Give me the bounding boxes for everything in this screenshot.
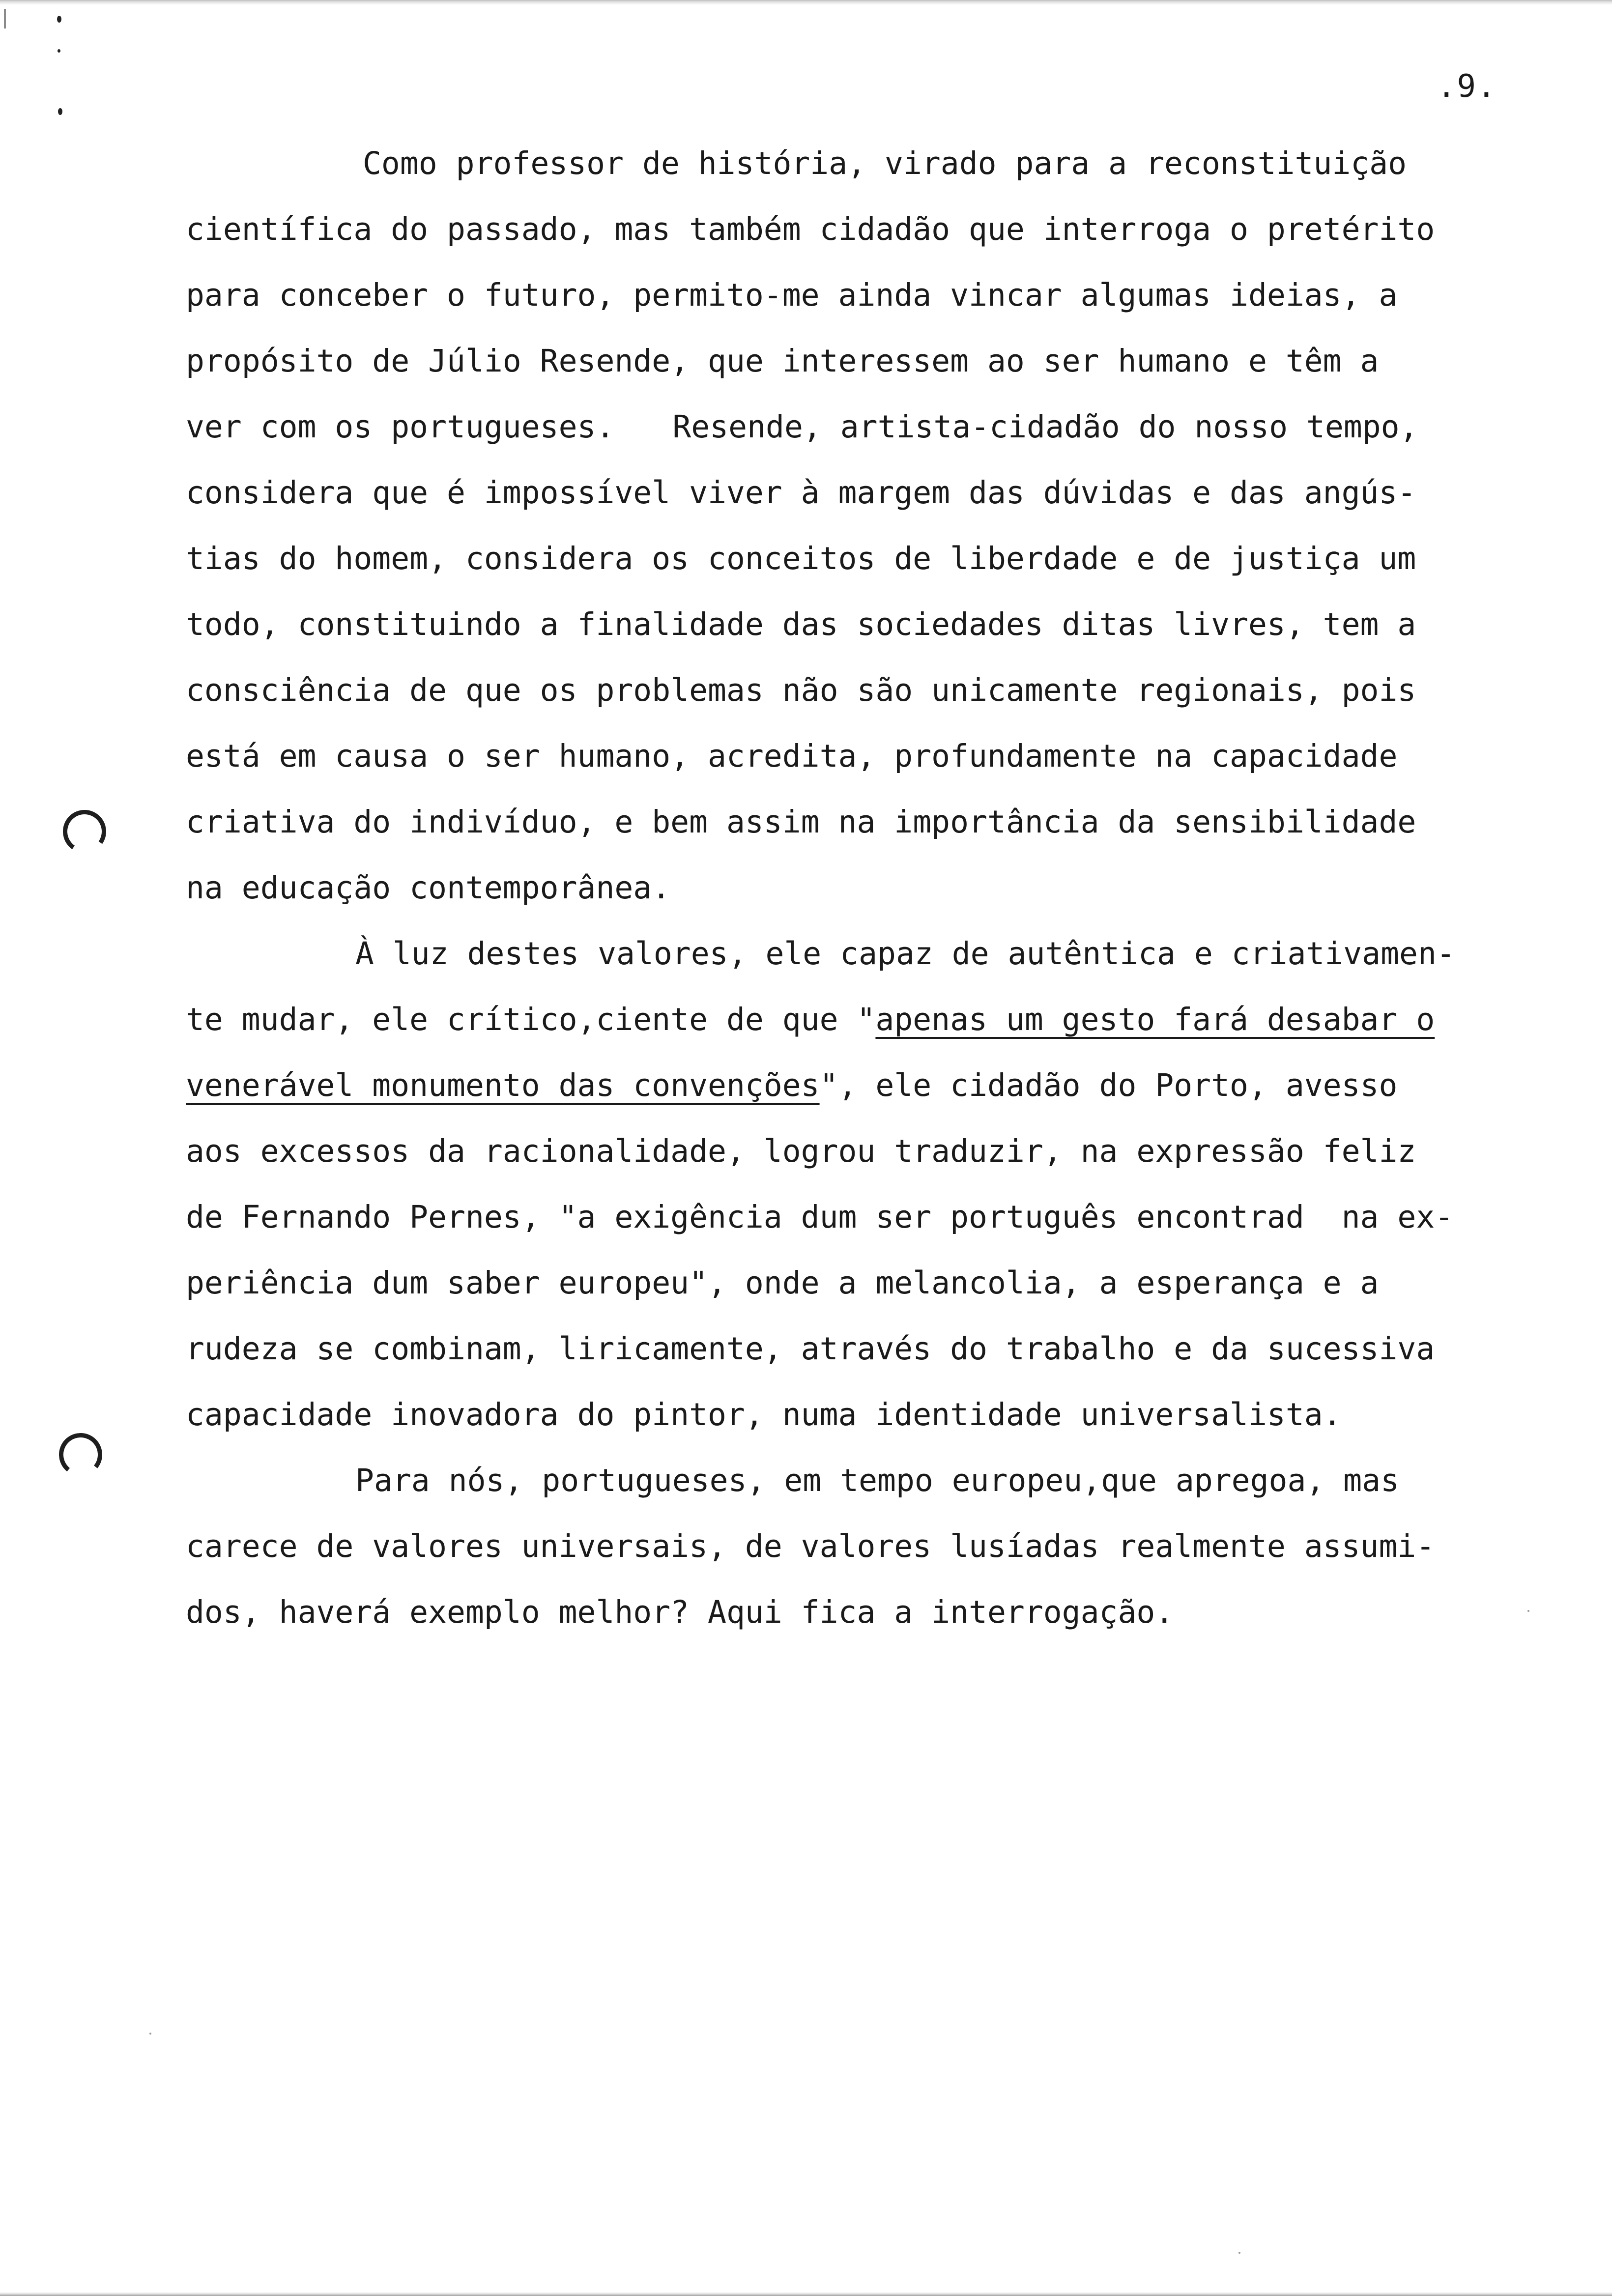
text-line: propósito de Júlio Resende, que interessem ao ser humano e têm a [186, 343, 1379, 379]
punch-hole-icon [57, 1431, 105, 1479]
text-fragment: te mudar, ele crítico,ciente de que " [186, 1002, 876, 1037]
text-line: tias do homem, considera os conceitos de liberdade e de justiça um [186, 541, 1416, 576]
text-fragment: ", ele cidadão do Porto, avesso [819, 1067, 1398, 1103]
text-line: criativa do indivíduo, e bem assim na importância da sensibilidade [186, 804, 1416, 840]
text-line: capacidade inovadora do pintor, numa identidade universalista. [186, 1397, 1342, 1433]
paragraph-1 [186, 131, 1552, 921]
scan-edge-mark [4, 9, 6, 29]
text-line: consciência de que os problemas não são unicamente regionais, pois [186, 672, 1416, 708]
page-top-edge [0, 0, 1612, 5]
paper-speck [149, 2033, 151, 2035]
text-line: de Fernando Pernes, "a exigência dum ser português encontrad na ex- [186, 1199, 1454, 1235]
ink-dot [58, 49, 60, 53]
text-fragment: Resende, artista-cidadão do nosso tempo, [672, 409, 1418, 445]
text-line: para conceber o futuro, permito-me ainda vincar algumas ideias, a [186, 277, 1398, 313]
paper-speck [1238, 2252, 1240, 2254]
page-bottom-edge [0, 2292, 1612, 2296]
paragraph-3 [186, 1448, 1552, 1645]
text-line [186, 987, 1552, 1053]
text-line: periência dum saber europeu", onde a melancolia, a esperança e a [186, 1265, 1379, 1301]
punch-hole-icon [59, 806, 110, 857]
text-line: rudeza se combinam, liricamente, através do trabalho e da sucessiva [186, 1331, 1435, 1367]
text-line [186, 394, 1552, 460]
text-line [186, 1053, 1552, 1119]
text-line: científica do passado, mas também cidadão que interroga o pretérito [186, 211, 1435, 247]
body-text [186, 131, 1552, 1645]
page-number: .9. [1437, 68, 1497, 105]
text-line: na educação contemporânea. [186, 870, 671, 906]
text-line: todo, constituindo a finalidade das sociedades ditas livres, tem a [186, 606, 1416, 642]
text-line: Para nós, portugueses, em tempo europeu,que apregoa, mas [355, 1463, 1400, 1498]
text-line: Como professor de história, virado para a reconstituição [363, 145, 1407, 181]
text-line: considera que é impossível viver à margem das dúvidas e das angús- [186, 475, 1416, 511]
ink-dot [58, 108, 62, 115]
text-line: carece de valores universais, de valores lusíadas realmente assumi- [186, 1528, 1435, 1564]
text-line: À luz destes valores, ele capaz de autêntica e criativamen- [355, 936, 1455, 972]
text-line: aos excessos da racionalidade, logrou traduzir, na expressão feliz [186, 1133, 1416, 1169]
text-line: dos, haverá exemplo melhor? Aqui fica a interrogação. [186, 1594, 1174, 1630]
quoted-underlined-text: apenas um gesto fará desabar o [875, 1002, 1435, 1037]
quoted-underlined-text: venerável monumento das convenções [186, 1067, 820, 1103]
text-fragment: ver com os portugueses. [186, 409, 615, 445]
paragraph-2 [186, 921, 1552, 1448]
text-line: está em causa o ser humano, acredita, profundamente na capacidade [186, 738, 1398, 774]
ink-dot [57, 16, 61, 23]
